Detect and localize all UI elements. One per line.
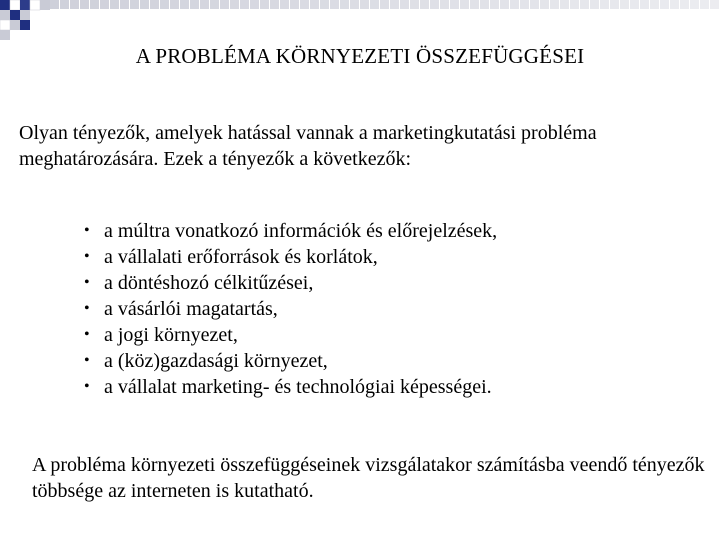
factor-text: a jogi környezet, bbox=[104, 324, 238, 346]
bullet-icon: • bbox=[84, 352, 90, 369]
factor-item bbox=[84, 218, 497, 244]
factor-text: a vásárlói magatartás, bbox=[104, 298, 278, 320]
closing-paragraph: A probléma környezeti összefüggéseinek vizsgálatakor számításba veendő tényezők többsége az interneten is kutatható. bbox=[32, 454, 705, 502]
page-title: A PROBLÉMA KÖRNYEZETI ÖSSZEFÜGGÉSEI bbox=[135, 44, 585, 68]
bullet-icon: • bbox=[84, 300, 90, 317]
factor-item bbox=[84, 322, 497, 348]
factor-text: a múltra vonatkozó információk és előrejelzések, bbox=[104, 220, 498, 242]
factor-item bbox=[84, 270, 497, 296]
bullet-icon: • bbox=[84, 222, 90, 239]
factor-item bbox=[84, 374, 497, 400]
factor-text: a vállalati erőforrások és korlátok, bbox=[104, 246, 378, 268]
bullet-icon: • bbox=[84, 248, 90, 265]
bullet-icon: • bbox=[84, 378, 90, 395]
factor-text: a vállalat marketing- és technológiai képességei. bbox=[104, 376, 492, 398]
intro-paragraph: Olyan tényezők, amelyek hatással vannak a marketingkutatási probléma meghatározására. Ezek a tényezők a következők: bbox=[19, 122, 597, 170]
factor-item bbox=[84, 348, 497, 374]
header-decoration bbox=[0, 0, 720, 40]
factor-item bbox=[84, 296, 497, 322]
bullet-icon: • bbox=[84, 326, 90, 343]
bullet-icon: • bbox=[84, 274, 90, 291]
factor-item bbox=[84, 244, 497, 270]
factor-text: a döntéshozó célkitűzései, bbox=[104, 272, 314, 294]
factor-text: a (köz)gazdasági környezet, bbox=[104, 350, 328, 372]
factor-list bbox=[84, 218, 497, 400]
